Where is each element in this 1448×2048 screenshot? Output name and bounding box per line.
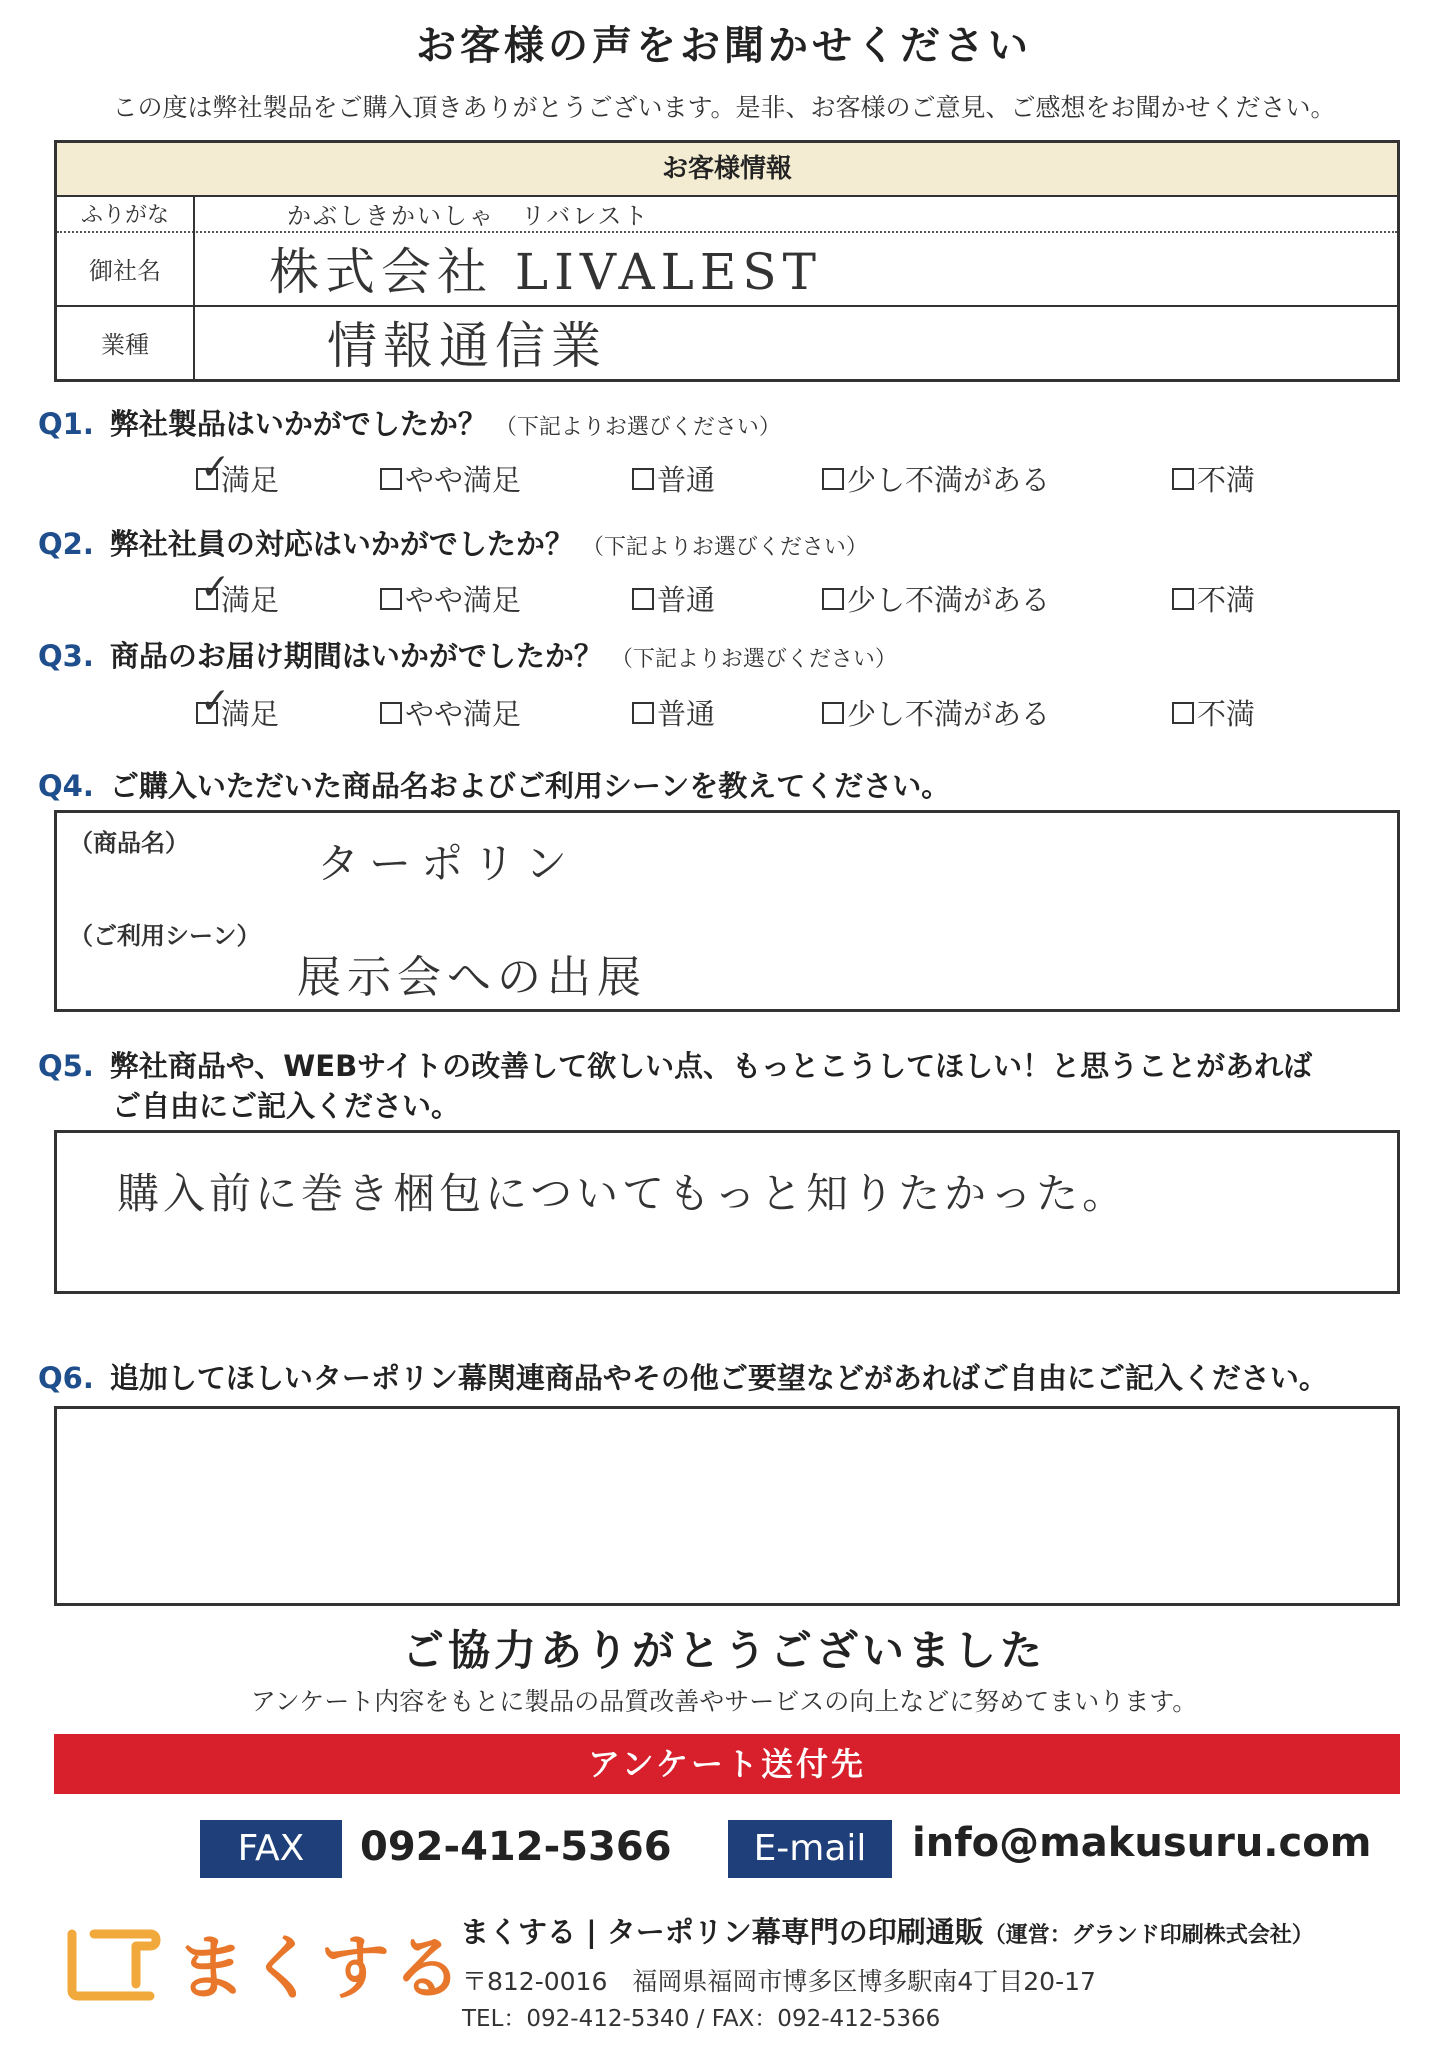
- checkbox-icon[interactable]: [1172, 702, 1194, 724]
- q3-option-neutral[interactable]: [632, 692, 715, 733]
- q2-question: [38, 522, 868, 563]
- furigana-row: [57, 195, 1397, 233]
- intro-text: この度は弊社製品をご購入頂きありがとうございます。是非、お客様のご意見、ご感想をお聞かせください。: [112, 93, 1336, 122]
- q3-number: Q3.: [38, 639, 94, 673]
- checkbox-icon[interactable]: [632, 702, 654, 724]
- checkbox-icon[interactable]: [380, 702, 402, 724]
- footer-address: 〒812-0016 福岡県福岡市博多区博多駅南4丁目20-17: [462, 1967, 1096, 1996]
- q1-note: （下記よりお選びください）: [494, 415, 781, 440]
- q6-number: Q6.: [38, 1361, 94, 1395]
- q2-option-somewhat-satisfied[interactable]: [380, 578, 521, 619]
- industry-row: [57, 305, 1397, 379]
- scene-label: （ご利用シーン）: [69, 922, 261, 950]
- option-label: 不満: [1197, 463, 1256, 497]
- q4-question: [38, 764, 950, 805]
- q1-option-satisfied[interactable]: [196, 446, 280, 499]
- option-label: 普通: [657, 697, 716, 731]
- q2-option-satisfied[interactable]: [196, 566, 280, 619]
- q2-option-neutral[interactable]: [632, 578, 715, 619]
- q4-answer-box: [54, 810, 1400, 1012]
- q3-text: 商品のお届け期間はいかがでしたか？: [109, 639, 603, 673]
- q1-option-somewhat-satisfied[interactable]: [380, 458, 521, 499]
- q5-answer-box[interactable]: [54, 1130, 1400, 1294]
- logo-mark-icon: [64, 1924, 164, 2004]
- fax-number[interactable]: 092-412-5366: [360, 1824, 672, 1870]
- company-row: [57, 231, 1397, 307]
- customer-info-table: [54, 140, 1400, 382]
- option-label: 不満: [1197, 697, 1256, 731]
- q1-number: Q1.: [38, 407, 94, 441]
- checkbox-icon[interactable]: [822, 468, 844, 490]
- product-label: （商品名）: [69, 829, 189, 857]
- footer-company-line: [460, 1910, 1314, 1951]
- checkbox-icon[interactable]: [196, 566, 231, 610]
- q3-option-somewhat-dissatisfied[interactable]: [822, 692, 1050, 733]
- q5-number: Q5.: [38, 1049, 94, 1083]
- option-label: 少し不満がある: [847, 583, 1051, 617]
- option-label: 満足: [221, 697, 280, 731]
- q4-text: ご購入いただいた商品名およびご利用シーンを教えてください。: [109, 769, 951, 803]
- fax-tag: FAX: [200, 1820, 342, 1878]
- q4-number: Q4.: [38, 769, 94, 803]
- footer-tel-fax: TEL：092-412-5340 / FAX：092-412-5366: [462, 2006, 941, 2032]
- q2-option-somewhat-dissatisfied[interactable]: [822, 578, 1050, 619]
- company-field[interactable]: 株式会社 LIVALEST: [269, 243, 822, 301]
- q6-text: 追加してほしいターポリン幕関連商品やその他ご要望などがあればご自由にご記入ください。: [109, 1361, 1328, 1395]
- q2-note: （下記よりお選びください）: [581, 535, 868, 560]
- checkbox-icon[interactable]: [822, 588, 844, 610]
- q3-option-satisfied[interactable]: [196, 680, 280, 733]
- checkbox-icon[interactable]: [196, 680, 231, 724]
- q3-options: [196, 680, 1376, 732]
- customer-info-heading: お客様情報: [57, 143, 1397, 197]
- q3-question: [38, 634, 897, 675]
- option-label: やや満足: [405, 697, 522, 731]
- checkbox-icon[interactable]: [1172, 468, 1194, 490]
- q1-question: [38, 402, 781, 443]
- q3-option-somewhat-satisfied[interactable]: [380, 692, 521, 733]
- checkbox-icon[interactable]: [632, 468, 654, 490]
- industry-label: 業種: [57, 305, 195, 379]
- q1-text: 弊社製品はいかがでしたか？: [109, 407, 487, 441]
- q5-question-line1: [38, 1044, 1312, 1085]
- option-label: 少し不満がある: [847, 463, 1051, 497]
- send-to-banner: アンケート送付先: [54, 1734, 1400, 1794]
- option-label: 少し不満がある: [847, 697, 1051, 731]
- industry-field[interactable]: 情報通信業: [327, 317, 607, 375]
- page-title: お客様の声をお聞かせください: [416, 23, 1032, 69]
- q3-option-dissatisfied[interactable]: [1172, 692, 1255, 733]
- email-address[interactable]: info@makusuru.com: [912, 1820, 1372, 1866]
- checkbox-icon[interactable]: [632, 588, 654, 610]
- option-label: 普通: [657, 583, 716, 617]
- footer-operator: （運営：グランド印刷株式会社）: [983, 1923, 1314, 1948]
- q1-option-somewhat-dissatisfied[interactable]: [822, 458, 1050, 499]
- check-mark-icon: ✓: [200, 566, 231, 608]
- company-label: 御社名: [57, 231, 195, 305]
- checkbox-icon[interactable]: [196, 446, 231, 490]
- option-label: 満足: [221, 583, 280, 617]
- scene-field[interactable]: 展示会への出展: [297, 952, 647, 1003]
- q1-option-dissatisfied[interactable]: [1172, 458, 1255, 499]
- q6-answer-box[interactable]: [54, 1406, 1400, 1606]
- q1-option-neutral[interactable]: [632, 458, 715, 499]
- thanks-subtext: アンケート内容をもとに製品の品質改善やサービスの向上などに努めてまいります。: [250, 1687, 1198, 1716]
- check-mark-icon: ✓: [200, 446, 231, 488]
- logo-text: まくする: [176, 1927, 464, 2009]
- q2-number: Q2.: [38, 527, 94, 561]
- q2-option-dissatisfied[interactable]: [1172, 578, 1255, 619]
- q2-options: [196, 566, 1376, 618]
- furigana-field[interactable]: かぶしきかいしゃ リバレスト: [287, 201, 650, 230]
- q2-text: 弊社社員の対応はいかがでしたか？: [109, 527, 574, 561]
- option-label: やや満足: [405, 583, 522, 617]
- checkbox-icon[interactable]: [822, 702, 844, 724]
- q5-answer: 購入前に巻き梱包についてもっと知りたかった。: [117, 1169, 1129, 1218]
- q6-question: [38, 1356, 1328, 1397]
- furigana-label: ふりがな: [57, 195, 195, 231]
- q5-text-line1: 弊社商品や、WEBサイトの改善して欲しい点、もっとこうしてほしい！と思うことがあれば: [109, 1049, 1313, 1083]
- product-field[interactable]: ターポリン: [317, 839, 578, 888]
- footer-company: まくする | ターポリン幕専門の印刷通販: [460, 1915, 984, 1949]
- q5-question-line2: ご自由にご記入ください。: [112, 1089, 461, 1123]
- q3-note: （下記よりお選びください）: [610, 647, 897, 672]
- email-tag: E-mail: [728, 1820, 892, 1878]
- option-label: 不満: [1197, 583, 1256, 617]
- checkbox-icon[interactable]: [380, 468, 402, 490]
- checkbox-icon[interactable]: [380, 588, 402, 610]
- option-label: 普通: [657, 463, 716, 497]
- option-label: やや満足: [405, 463, 522, 497]
- option-label: 満足: [221, 463, 280, 497]
- thanks-heading: ご協力ありがとうございました: [401, 1626, 1046, 1675]
- checkbox-icon[interactable]: [1172, 588, 1194, 610]
- check-mark-icon: ✓: [200, 680, 231, 722]
- q1-options: [196, 446, 1376, 498]
